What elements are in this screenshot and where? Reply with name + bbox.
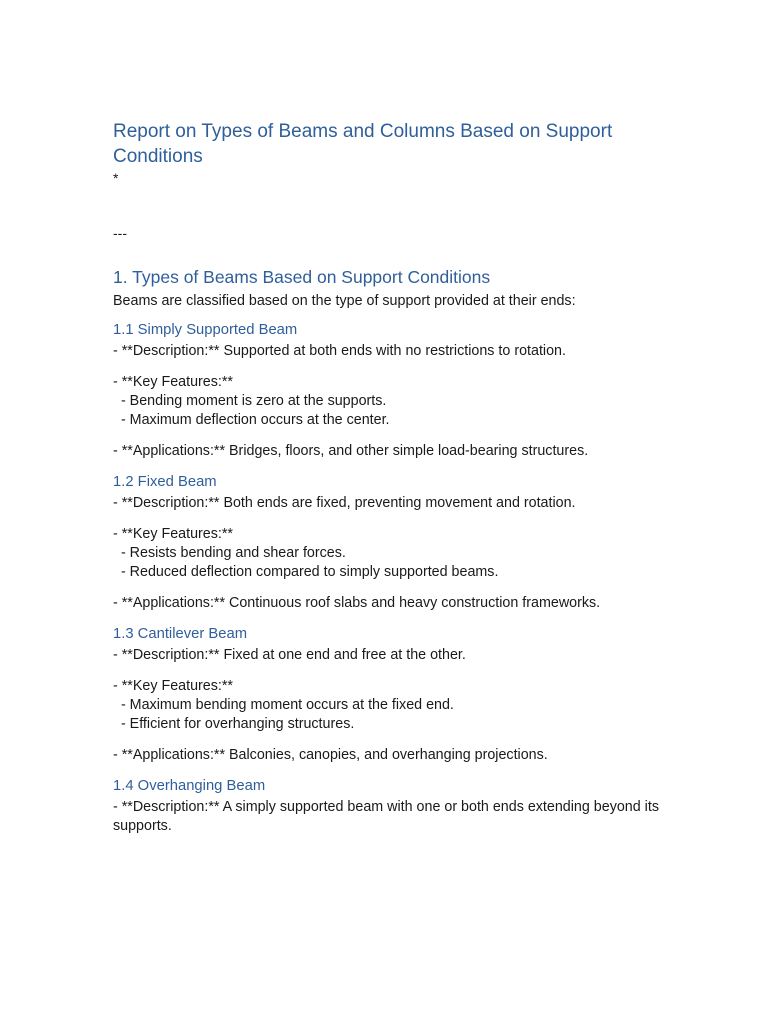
document-title: Report on Types of Beams and Columns Based on Support Conditions xyxy=(113,121,613,167)
key-features-label: - **Key Features:** xyxy=(113,678,233,694)
feature-item: - Reduced deflection compared to simply supported beams. xyxy=(113,564,499,580)
section-heading-beams: 1. Types of Beams Based on Support Conditions xyxy=(113,267,491,287)
applications-simply-supported: - **Applications:** Bridges, floors, and other simple load-bearing structures. xyxy=(113,443,589,459)
applications-cantilever: - **Applications:** Balconies, canopies, and overhanging projections. xyxy=(113,747,548,763)
feature-item: - Maximum deflection occurs at the center. xyxy=(113,412,390,428)
applications-fixed: - **Applications:** Continuous roof slabs and heavy construction frameworks. xyxy=(113,595,601,611)
divider-line: --- xyxy=(113,225,127,241)
subsection-heading-simply-supported: 1.1 Simply Supported Beam xyxy=(113,322,298,338)
feature-item: - Bending moment is zero at the supports. xyxy=(113,393,387,409)
key-features-fixed xyxy=(113,525,673,582)
key-features-label: - **Key Features:** xyxy=(113,526,233,542)
feature-item: - Resists bending and shear forces. xyxy=(113,545,346,561)
asterisk-line: * xyxy=(113,170,119,186)
feature-item: - Maximum bending moment occurs at the fixed end. xyxy=(113,697,454,713)
section-intro: Beams are classified based on the type of support provided at their ends: xyxy=(113,293,576,309)
description-overhanging: - **Description:** A simply supported beam with one or both ends extending beyond its supports. xyxy=(113,799,663,834)
subsection-heading-overhanging: 1.4 Overhanging Beam xyxy=(113,778,266,794)
key-features-label: - **Key Features:** xyxy=(113,374,233,390)
subsection-heading-cantilever: 1.3 Cantilever Beam xyxy=(113,626,248,642)
key-features-cantilever xyxy=(113,677,673,734)
feature-item: - Efficient for overhanging structures. xyxy=(113,716,355,732)
description-simply-supported: - **Description:** Supported at both ends with no restrictions to rotation. xyxy=(113,343,566,359)
subsection-heading-fixed: 1.2 Fixed Beam xyxy=(113,474,217,490)
description-fixed: - **Description:** Both ends are fixed, preventing movement and rotation. xyxy=(113,495,576,511)
document-page xyxy=(113,119,673,836)
description-cantilever: - **Description:** Fixed at one end and free at the other. xyxy=(113,647,466,663)
key-features-simply-supported xyxy=(113,373,673,430)
